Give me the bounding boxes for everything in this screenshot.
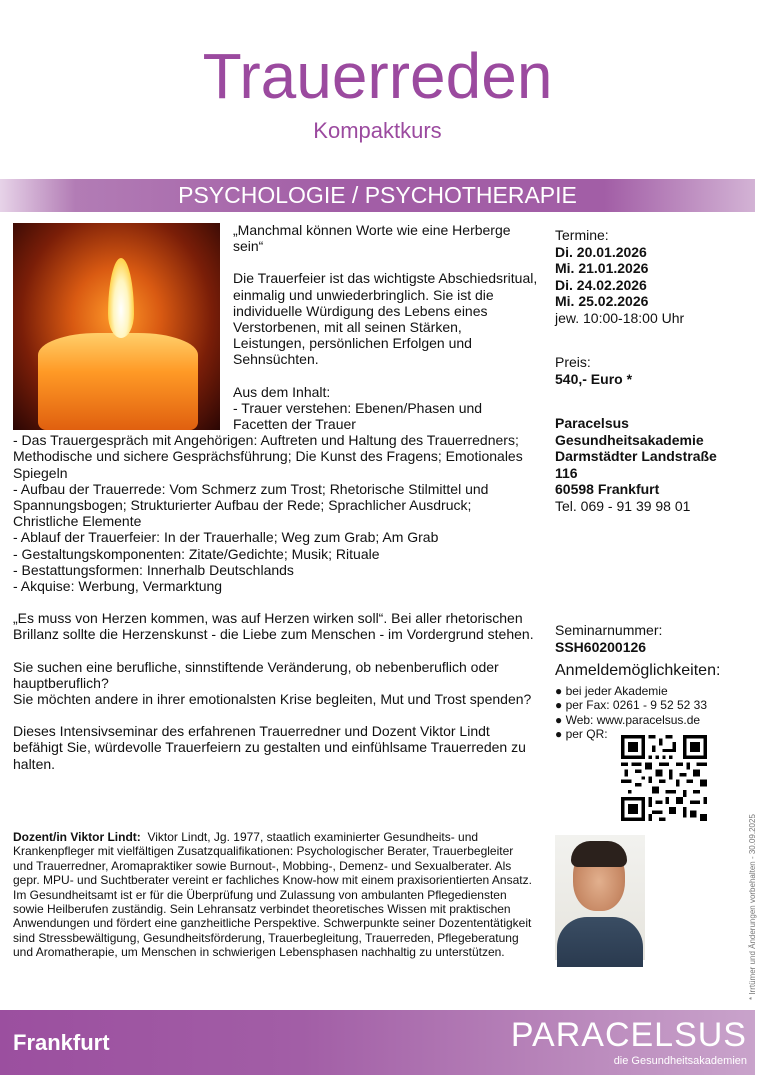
content-heading: Aus dem Inhalt: — [233, 383, 331, 400]
date-item: Di. 20.01.2026 — [555, 243, 647, 260]
registration-item: ● bei jeder Akademie — [555, 683, 668, 698]
content-item: - Aufbau der Trauerrede: Vom Schmerz zum Trost; Rhetorische Stilmittel und Spannungsbogen; Strukturierter Aufbau der Rede; Sprachlicher Ausdruck; Christliche Elemente — [13, 480, 489, 530]
venue-line: Paracelsus — [555, 415, 629, 431]
date-item: Mi. 25.02.2026 — [555, 293, 649, 309]
page-subtitle: Kompaktkurs — [313, 118, 442, 143]
content-item: - Bestattungsformen: Innerhalb Deutschlands — [13, 561, 294, 578]
closing-paragraph: Dieses Intensivseminar des erfahrenen Trauerredner und Dozent Viktor Lindt befähigt Sie, würdevolle Trauerfeiern zu gestalten und einfühlsame Trauerreden zu halten. — [13, 723, 526, 772]
instructor-text: Viktor Lindt, Jg. 1977, staatlich examinierter Gesundheits- und Krankenpfleger mit vielfältigen Zusatzqualifikationen: Psychologischer Berater, Trauerbegleiter und Trauerredner, Aromapraktiker sowie Burnout-, Mobbing-, Demenz- und Sexualberater. Als gepr. MPU- und Suchtberater vereint er fachliches Know-how mit einem praxisorientierten Ansatz. Im Gesundheitsamt ist er für die Überprüfung und Zulassung von ambulanten Pflegediensten sowie Heilberufen zuständig. Sein Lehransatz verbindet theoretisches Wissen mit praktischen Anwendungen und fördert eine ganzheitliche Perspektive. Schwerpunkte seiner Dozententätigkeit sind Stressbewältigung, Gesundheitsförderung, Trauerbegleitung, Trauerreden, Pflegeberatung und Aromatherapie, um Menschen in schwierigen Lebensphasen nachhaltig zu unterstützen. — [13, 830, 532, 960]
footer-city: Frankfurt — [13, 1030, 110, 1055]
price-label: Preis: — [555, 354, 591, 370]
venue-line: Darmstädter Landstraße — [555, 448, 717, 464]
content-item: - Trauer verstehen: Ebenen/Phasen und Facetten der Trauer — [233, 399, 483, 433]
seminar-number: SSH60200126 — [555, 638, 647, 655]
phone-number: Tel. 069 - 91 39 98 01 — [555, 497, 691, 514]
main-text — [13, 222, 538, 772]
registration-item: ● per Fax: 0261 - 9 52 52 33 — [555, 698, 708, 712]
content-item: - Akquise: Werbung, Vermarktung — [13, 578, 223, 595]
content-item: - Gestaltungskomponenten: Zitate/Gedichte; Musik; Rituale — [13, 545, 380, 562]
question-support: Sie möchten andere in ihrer emotionalsten Krise begleiten, Mut und Trost spenden? — [13, 691, 532, 708]
date-item: Di. 24.02.2026 — [555, 276, 647, 293]
brand-tagline: die Gesundheitsakademien — [613, 1055, 747, 1067]
price-value: 540,- Euro * — [555, 370, 633, 387]
page-title: Trauerreden — [202, 40, 553, 112]
registration-item[interactable]: ● Web: www.paracelsus.de — [555, 712, 701, 727]
venue-line: 116 — [555, 464, 578, 481]
brand-logo: PARACELSUS — [510, 1016, 747, 1054]
quote-intro: „Manchmal können Worte wie eine Herberge sein“ — [233, 222, 511, 255]
disclaimer-note: * Irrtümer und Änderungen vorbehalten - 30.09.2025 — [748, 814, 757, 1000]
content-item: - Ablauf der Trauerfeier: In der Trauerhalle; Weg zum Grab; Am Grab — [13, 529, 439, 546]
date-item: Mi. 21.01.2026 — [555, 260, 649, 276]
question-career: Sie suchen eine berufliche, sinnstiftende Veränderung, ob nebenberuflich oder hauptberuflich? — [13, 658, 499, 691]
content-item: - Das Trauergespräch mit Angehörigen: Auftreten und Haltung des Trauerredners; Methodische und sichere Gesprächsführung; Die Kunst des Fragens; Emotionales Spiegeln — [13, 432, 523, 481]
instructor-portrait — [555, 835, 645, 960]
footer-band — [0, 1010, 755, 1075]
registration-item: ● per QR: — [555, 727, 608, 741]
category-band: PSYCHOLOGIE / PSYCHOTHERAPIE — [0, 179, 755, 212]
quote-heart: „Es muss von Herzen kommen, was auf Herzen wirken soll“. Bei aller rhetorischen Brillanz sollte die Herzenskunst - die Liebe zum Menschen - im Vordergrund stehen. — [13, 610, 534, 643]
info-sidebar — [555, 227, 750, 742]
seminar-label: Seminarnummer: — [555, 622, 663, 638]
venue-line: Gesundheitsakademie — [555, 431, 704, 448]
qr-code[interactable] — [621, 735, 707, 821]
registration-title: Anmeldemöglichkeiten: — [555, 662, 721, 679]
instructor-label: Dozent/in Viktor Lindt: — [13, 830, 141, 844]
photo-spacer — [13, 222, 233, 432]
instructor-bio — [13, 830, 533, 960]
dates-label: Termine: — [555, 227, 609, 243]
venue-line: 60598 Frankfurt — [555, 481, 660, 497]
time-info: jew. 10:00-18:00 Uhr — [555, 309, 685, 326]
registration-list — [555, 684, 750, 742]
intro-paragraph: Die Trauerfeier ist das wichtigste Abschiedsritual, einmalig und unwiederbringlich. Sie ist die individuelle Würdigung des Lebens eines Verstorbenen, mit all seinen Stärken, Leistungen, persönlichen Erfolgen und Sehnsüchten. — [233, 270, 538, 368]
